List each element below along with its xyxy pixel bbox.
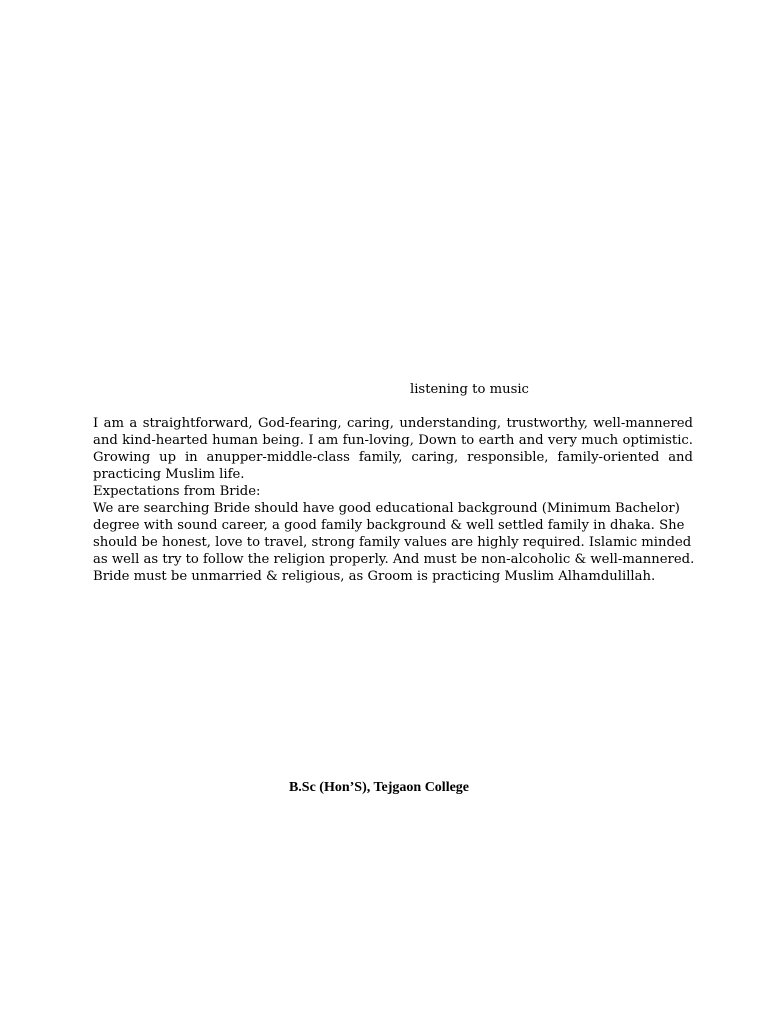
about-paragraph: I am a straightforward, God-fearing, caring, understanding, trustworthy, well-mannered and kind-hearted human being. I am fun-loving, Down to earth and very much optimistic. Growing up in anupper-middle-class family, caring, responsible, family-oriented and practicing Muslim life. [93,416,693,482]
expectations-line: should be honest, love to travel, strong family values are highly required. Islamic minded [93,535,692,550]
profile-description [93,415,693,585]
expectations-line: as well as try to follow the religion properly. And must be non-alcoholic & well-mannered. [93,552,695,567]
hobby-text: listening to music [410,382,529,397]
expectations-heading: Expectations from Bride: [93,484,261,499]
expectations-line: degree with sound career, a good family background & well settled family in dhaka. She [93,518,685,533]
expectations-line: We are searching Bride should have good educational background (Minimum Bachelor) [93,501,680,516]
education-heading: B.Sc (Hon’S), Tejgaon College [288,780,470,795]
expectations-line: Bride must be unmarried & religious, as Groom is practicing Muslim Alhamdulillah. [93,569,656,584]
